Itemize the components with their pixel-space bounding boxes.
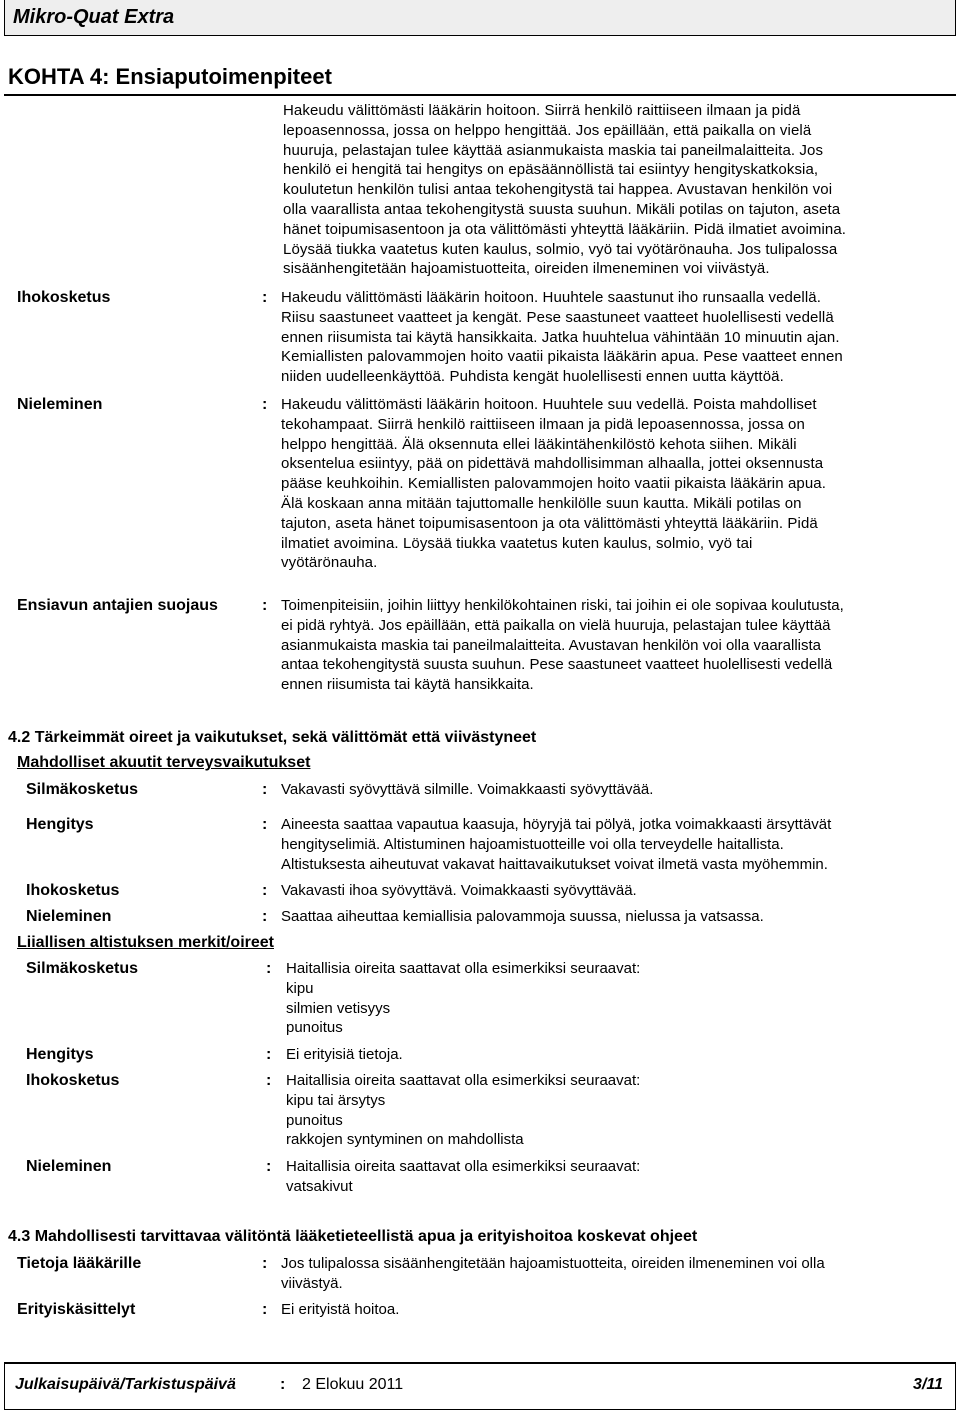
text-line: olla vaarallista antaa tekohengitystä suusta suuhun. Mikäli potilas on tajuton, aseta: [283, 200, 841, 218]
doctor-info-label: Tietoja lääkärille: [17, 1255, 142, 1272]
revision-date: 2 Elokuu 2011: [302, 1376, 404, 1393]
overexposure-skin-label: Ihokosketus: [26, 1072, 120, 1089]
footer: [4, 1364, 956, 1410]
text-line: pääse keuhkoihin. Kemiallisten palovammojen hoito vaatii pikaista lääkärin apua.: [281, 475, 826, 493]
text-line: ennen riisumista tai käytä hansikkaita.: [281, 676, 534, 694]
text-line: helppo hengittää. Älä oksennuta ellei lääkintähenkilöstö kehota siihen. Mikäli: [281, 435, 797, 453]
product-header: [4, 0, 956, 36]
text-line: Löysää tiukka vaatetus kuten kaulus, solmio, vyö tai vyötärönauha. Jos tulipalossa: [283, 240, 838, 258]
acute-ingestion-label: Nieleminen: [26, 908, 112, 925]
overexposure-ingestion-text: [286, 1157, 640, 1197]
text-line: viivästyä.: [281, 1274, 343, 1292]
label-colon: :: [262, 1255, 268, 1272]
first-aider-protection-label: Ensiavun antajien suojaus: [17, 597, 218, 614]
text-line: vyötärönauha.: [281, 554, 378, 572]
acute-eye-label: Silmäkosketus: [26, 781, 139, 798]
ingestion-label: Nieleminen: [17, 396, 103, 413]
label-colon: :: [262, 289, 268, 306]
text-line: Vakavasti ihoa syövyttävä. Voimakkaasti syövyttävää.: [281, 882, 637, 899]
text-line: silmien vetisyys: [286, 999, 391, 1017]
text-line: Saattaa aiheuttaa kemiallisia palovammoja suussa, nielussa ja vatsassa.: [281, 908, 764, 925]
label-colon: :: [262, 1301, 268, 1318]
text-line: punoitus: [286, 1111, 343, 1129]
overexposure-heading: Liiallisen altistuksen merkit/oireet: [17, 934, 274, 951]
text-line: Altistuksesta aiheutuvat vakavat haittavaikutukset voivat ilmetä vasta myöhemmin.: [281, 855, 828, 873]
text-line: niiden uudelleenkäyttöä. Puhdista kengät huolellisesti ennen uutta käyttöä.: [281, 368, 784, 386]
text-line: kipu: [286, 979, 314, 997]
label-colon: :: [262, 882, 268, 899]
text-line: Hakeudu välittömästi lääkärin hoitoon. Huuhtele saastunut iho runsaalla vedellä.: [281, 289, 821, 306]
label-colon: :: [266, 1072, 272, 1089]
overexposure-eye-text: [286, 959, 640, 1038]
text-line: Hakeudu välittömästi lääkärin hoitoon. Huuhtele suu vedellä. Poista mahdolliset: [281, 396, 817, 413]
text-line: tekohampaat. Siirrä henkilö raittiiseen ilmaan ja pidä lepoasennossa, jossa on: [281, 415, 805, 433]
text-line: Toimenpiteisiin, joihin liittyy henkilökohtainen riski, tai joihin ei ole sopivaa koulutusta,: [281, 597, 844, 614]
revision-date-label: Julkaisupäivä/Tarkistuspäivä: [15, 1376, 236, 1393]
skin-contact-text: [281, 288, 843, 387]
overexposure-eye-label: Silmäkosketus: [26, 960, 139, 977]
ingestion-text: [281, 395, 826, 573]
section-title: KOHTA 4: Ensiaputoimenpiteet: [8, 64, 332, 89]
text-line: asianmukaista maskia tai paneilmalaitteita. Avustavan henkilön voi olla vaarallista: [281, 636, 822, 654]
inhalation-text: [283, 101, 846, 279]
text-line: punoitus: [286, 1019, 343, 1037]
text-line: oksentelua esiintyy, pää on pidettävä mahdollisimman alhaalla, jottei oksennusta: [281, 455, 824, 473]
acute-eye-text: [281, 780, 653, 800]
text-line: Riisu saastuneet vaatteet ja kengät. Pese saastuneet vaatteet huolellisesti vedellä: [281, 308, 834, 326]
text-line: Haitallisia oireita saattavat olla esimerkiksi seuraavat:: [286, 1072, 641, 1089]
section-4-2-title: 4.2 Tärkeimmät oireet ja vaikutukset, sekä välittömät että viivästyneet: [8, 729, 537, 746]
overexposure-inhalation-text: [286, 1045, 403, 1065]
label-colon: :: [262, 908, 268, 925]
label-colon: :: [266, 960, 272, 977]
text-line: Hakeudu välittömästi lääkärin hoitoon. Siirrä henkilö raittiiseen ilmaan ja pidä: [283, 102, 801, 119]
acute-skin-label: Ihokosketus: [26, 882, 120, 899]
text-line: huuruja, pelastajan tulee käyttää asianmukaista maskia tai paneilmalaitteita. Jos: [283, 141, 824, 159]
overexposure-skin-text: [286, 1071, 640, 1150]
label-colon: :: [262, 816, 268, 833]
acute-inhalation-text: [281, 815, 831, 874]
text-line: hengityselimiä. Altistuminen hajoamistuotteille voi olla terveydelle haitallista.: [281, 835, 784, 853]
page-number: 3/11: [913, 1376, 943, 1393]
text-line: kipu tai ärsytys: [286, 1091, 386, 1109]
text-line: Älä koskaan anna mitään tajuttomalle henkilölle suun kautta. Mikäli potilas on: [281, 494, 802, 512]
label-colon: :: [266, 1158, 272, 1175]
text-line: ei pidä ryhtyä. Jos epäillään, että paikalla on vielä huuruja, pelastajan tulee käyttää: [281, 616, 831, 634]
overexposure-ingestion-label: Nieleminen: [26, 1158, 112, 1175]
product-name: Mikro-Quat Extra: [13, 6, 175, 28]
label-colon: :: [262, 396, 268, 413]
overexposure-inhalation-label: Hengitys: [26, 1046, 94, 1063]
text-line: Ei erityisiä tietoja.: [286, 1046, 403, 1063]
text-line: rakkojen syntyminen on mahdollista: [286, 1131, 524, 1149]
special-treatment-text: [281, 1300, 399, 1320]
text-line: lepoasennossa, jossa on helppo hengittää. Jos epäillään, että paikalla on vielä: [283, 121, 812, 139]
text-line: antaa tekohengitystä suusta suuhun. Pese saastuneet vaatteet huolellisesti vedellä: [281, 656, 833, 674]
label-colon: :: [280, 1376, 286, 1393]
text-line: ilmatiet avoimina. Löysää tiukka vaatetus kuten kaulus, solmio, vyö tai: [281, 534, 753, 552]
text-line: vatsakivut: [286, 1177, 353, 1195]
text-line: Haitallisia oireita saattavat olla esimerkiksi seuraavat:: [286, 960, 641, 977]
text-line: Aineesta saattaa vapautua kaasuja, höyryjä tai pölyä, jotka voimakkaasti ärsyttävät: [281, 816, 832, 833]
text-line: tajuton, aseta hänet toipumisasentoon ja ota välittömästi yhteyttä lääkäriin. Pidä: [281, 514, 818, 532]
section-rule: [4, 94, 956, 96]
acute-inhalation-label: Hengitys: [26, 816, 94, 833]
special-treatment-label: Erityiskäsittelyt: [17, 1301, 136, 1318]
first-aider-protection-text: [281, 596, 844, 695]
text-line: Haitallisia oireita saattavat olla esimerkiksi seuraavat:: [286, 1158, 641, 1175]
acute-effects-heading: Mahdolliset akuutit terveysvaikutukset: [17, 754, 311, 771]
text-line: Kemiallisten palovammojen hoito vaatii pikaista lääkärin apua. Pese vaatteet ennen: [281, 348, 843, 366]
text-line: ennen riisumista tai käytä hansikkaita. Jatka huuhtelua vähintään 10 minuutin ajan.: [281, 328, 840, 346]
doctor-info-text: [281, 1254, 825, 1294]
text-line: Vakavasti syövyttävä silmille. Voimakkaasti syövyttävää.: [281, 781, 654, 798]
text-line: hänet toipumisasentoon ja ota välittömästi yhteyttä lääkäriin. Pidä ilmatiet avoimina.: [283, 220, 847, 238]
label-colon: :: [262, 781, 268, 798]
section-4-3-title: 4.3 Mahdollisesti tarvittavaa välitöntä lääketieteellistä apua ja erityishoitoa koskevat ohjeet: [8, 1228, 698, 1245]
label-colon: :: [262, 597, 268, 614]
text-line: sisäänhengitetään hajoamistuotteita, oireiden ilmeneminen voi viivästyä.: [283, 260, 770, 278]
acute-skin-text: [281, 881, 637, 901]
skin-contact-label: Ihokosketus: [17, 289, 111, 306]
label-colon: :: [266, 1046, 272, 1063]
text-line: Ei erityistä hoitoa.: [281, 1301, 400, 1318]
acute-ingestion-text: [281, 907, 764, 927]
text-line: koulutetun henkilön tulisi antaa tekohengitystä tai happea. Avustavan henkilön voi: [283, 181, 833, 199]
text-line: Jos tulipalossa sisäänhengitetään hajoamistuotteita, oireiden ilmeneminen voi olla: [281, 1255, 825, 1272]
text-line: henkilö ei hengitä tai hengitys on epäsäännöllistä tai esiintyy hengityskatkoksia,: [283, 161, 819, 179]
